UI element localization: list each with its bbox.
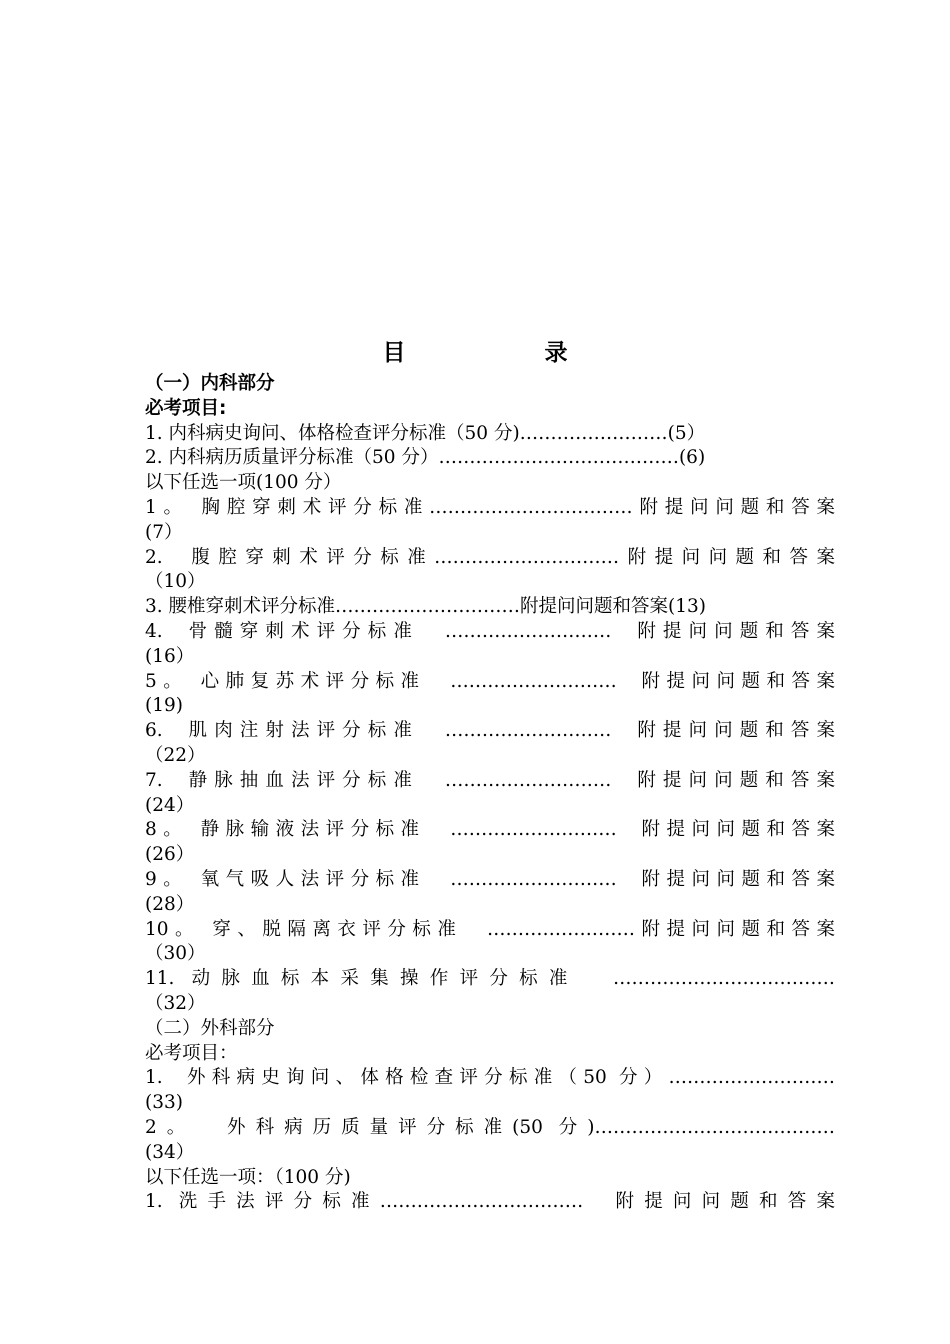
required-items-label: 必考项目： bbox=[145, 1042, 238, 1064]
toc-page-number: （22） bbox=[145, 744, 206, 766]
toc-subheading: 以下任选一项(100 分） bbox=[145, 472, 342, 494]
toc-page-number: (24） bbox=[145, 794, 195, 816]
table-of-contents bbox=[145, 372, 835, 1215]
toc-page-number: (33) bbox=[145, 1092, 183, 1114]
toc-entry: 1. 外科病史询问、体格检查评分标准（50 分）……………………… bbox=[145, 1067, 835, 1089]
toc-entry: 4. 骨髓穿刺术评分标准 ……………………… 附提问问题和答案 bbox=[145, 620, 835, 642]
toc-entry: 2. 腹腔穿刺术评分标准…………………………附提问问题和答案 bbox=[145, 546, 835, 568]
toc-page-number: （32） bbox=[145, 992, 206, 1014]
toc-entry: 3. 腰椎穿刺术评分标准…………………………附提问问题和答案(13) bbox=[145, 596, 707, 618]
toc-page-number: (16） bbox=[145, 645, 195, 667]
section-heading-surgery: （二）外科部分 bbox=[145, 1017, 275, 1039]
toc-entry: 2. 内科病历质量评分标准（50 分）…………………………………(6) bbox=[145, 447, 706, 469]
toc-entry: 1. 洗手法评分标准…………………………… 附提问问题和答案 bbox=[145, 1191, 835, 1213]
toc-entry: 5。 心肺复苏术评分标准 ……………………… 附提问问题和答案 bbox=[145, 670, 835, 692]
toc-entry: 7. 静脉抽血法评分标准 ……………………… 附提问问题和答案 bbox=[145, 769, 835, 791]
toc-entry: 2。 外科病历质量评分标准(50 分)………………………………… bbox=[145, 1116, 835, 1138]
toc-page-number: (34） bbox=[145, 1141, 195, 1163]
page-title: 目 录 bbox=[382, 340, 626, 366]
toc-entry: 1。 胸腔穿刺术评分标准……………………………附提问问题和答案 bbox=[145, 496, 835, 518]
toc-page-number: (19) bbox=[145, 695, 183, 717]
toc-entry: 11. 动脉血标本采集操作评分标准 ……………………………… bbox=[145, 968, 835, 990]
toc-page-number: (26） bbox=[145, 844, 195, 866]
required-items-label: 必考项目: bbox=[145, 397, 227, 419]
toc-entry: 1. 内科病史询问、体格检查评分标准（50 分)……………………(5） bbox=[145, 422, 706, 444]
toc-entry: 6. 肌肉注射法评分标准 ……………………… 附提问问题和答案 bbox=[145, 720, 835, 742]
toc-page-number: （10） bbox=[145, 571, 206, 593]
toc-entry: 8。 静脉输液法评分标准 ……………………… 附提问问题和答案 bbox=[145, 819, 835, 841]
toc-entry: 9。 氧气吸人法评分标准 ……………………… 附提问问题和答案 bbox=[145, 868, 835, 890]
toc-entry: 10。 穿、脱隔离衣评分标准 ……………………附提问问题和答案 bbox=[145, 918, 835, 940]
toc-subheading: 以下任选一项：（100 分) bbox=[145, 1166, 351, 1188]
section-heading-internal: （一）内科部分 bbox=[145, 373, 275, 394]
toc-page-number: （30） bbox=[145, 943, 206, 965]
toc-page-number: (28） bbox=[145, 893, 195, 915]
toc-page-number: (7） bbox=[145, 521, 183, 543]
